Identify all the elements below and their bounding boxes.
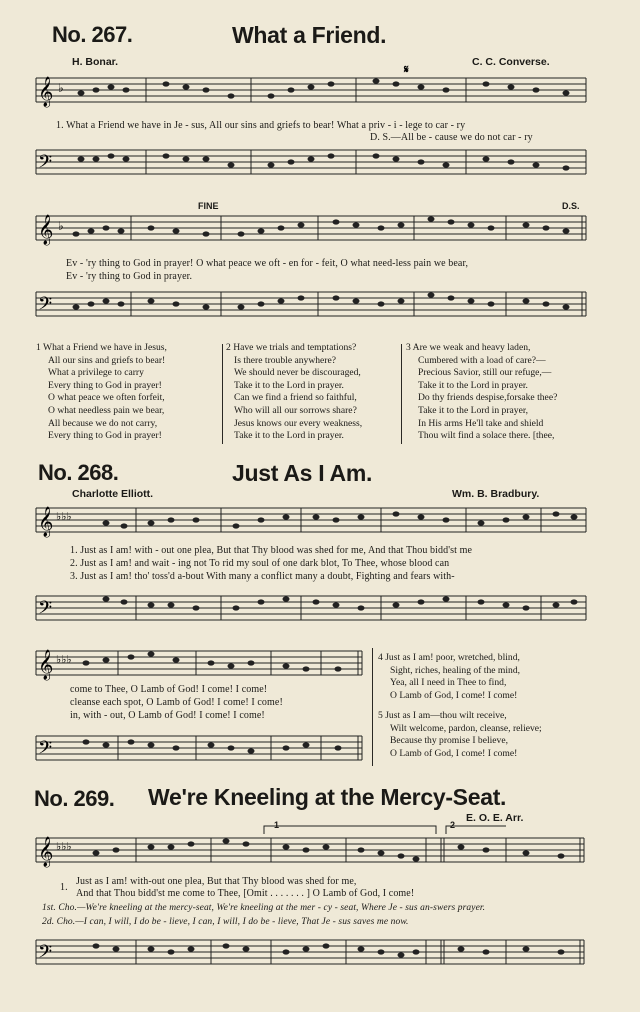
verse-line: 4 Just as I am! poor, wretched, blind, <box>378 652 520 663</box>
verse-line: Take it to the Lord in prayer, <box>418 404 529 416</box>
verse-line: Thou wilt find a solace there. [thee, <box>418 430 555 442</box>
music-staff <box>36 64 636 116</box>
verse-line: Cumbered with a load of care?— <box>418 354 546 366</box>
column-divider <box>222 344 223 444</box>
second-ending-label: 2 <box>450 820 456 830</box>
verse-line: Yea, all I need in Thee to find, <box>390 677 507 689</box>
verse-5 <box>378 710 542 760</box>
verse-line: Every thing to God in prayer! <box>48 379 162 391</box>
verse-line: O what peace we often forfeit, <box>48 392 165 404</box>
svg-text:𝄋: 𝄋 <box>404 64 409 76</box>
verse-line: 3 Are we weak and heavy laden, <box>406 342 531 353</box>
music-staff <box>36 146 636 186</box>
svg-text:♭: ♭ <box>58 81 64 95</box>
music-staff <box>36 500 636 540</box>
hymn-number: No. 268. <box>38 460 119 485</box>
svg-text:𝄞: 𝄞 <box>38 507 54 536</box>
svg-text:♭♭♭: ♭♭♭ <box>56 654 72 666</box>
verse-line: Jesus knows our every weakness, <box>234 417 363 429</box>
music-staff <box>36 208 636 252</box>
verse-line: Every thing to God in prayer! <box>48 430 162 442</box>
verse-line: 5 Just as I am—thou wilt receive, <box>378 710 507 721</box>
verse-line: What a privilege to carry <box>48 367 144 379</box>
svg-text:𝄞: 𝄞 <box>38 837 54 866</box>
chorus-line: 2d. Cho.—I can, I will, I do be - lieve, I can, I will, I do be - lieve, That Je - sus saves me now. <box>42 917 409 927</box>
hymn-number: No. 269. <box>34 786 115 811</box>
verse-1 <box>36 342 167 443</box>
lyric-line: Ev - 'ry thing to God in prayer. <box>66 271 193 282</box>
svg-text:𝄢: 𝄢 <box>38 597 53 622</box>
verse-line: Who will all our sorrows share? <box>234 404 357 416</box>
lyric-line: 1. What a Friend we have in Je - sus, All our sins and griefs to bear! What a priv - i - lege to car - ry <box>56 120 466 131</box>
verse-line: All our sins and griefs to bear! <box>48 354 166 366</box>
ds-mark: D.S. <box>562 201 580 211</box>
verse-line: O Lamb of God, I come! I come! <box>390 747 518 759</box>
music-staff <box>36 822 636 872</box>
lyric-line: cleanse each spot, O Lamb of God! I come! I come! <box>70 697 283 708</box>
verse-line: Take it to the Lord in prayer. <box>418 379 528 391</box>
hymn-title: Just As I Am. <box>232 460 373 486</box>
verse-line: Do thy friends despise,forsake thee? <box>418 392 558 404</box>
lyric-line: 1. Just as I am! with - out one plea, But that Thy blood was shed for me, And that Thou bidd'st me <box>70 545 473 556</box>
verse-line: All because we do not carry, <box>48 417 158 429</box>
verse-line: Precious Savior, still our refuge,— <box>418 367 552 379</box>
lyric-line: Ev - 'ry thing to God in prayer! O what peace we oft - en for - feit, O what need-less pain we bear, <box>66 258 469 269</box>
svg-text:♭: ♭ <box>58 219 64 233</box>
chorus-line: 1st. Cho.—We're kneeling at the mercy-seat, We're kneeling at the mer - cy - seat, Where Je - sus an-swers prayer. <box>42 903 486 913</box>
music-staff <box>36 728 376 768</box>
lyric-line: come to Thee, O Lamb of God! I come! I come! <box>70 684 268 695</box>
verse-line: 1 What a Friend we have in Jesus, <box>36 342 167 353</box>
svg-text:𝄢: 𝄢 <box>38 293 53 318</box>
composer-credit: Wm. B. Bradbury. <box>452 488 540 500</box>
arranger-credit: E. O. E. Arr. <box>466 812 524 824</box>
svg-text:𝄞: 𝄞 <box>38 77 54 107</box>
verse-line: Is there trouble anywhere? <box>234 354 337 366</box>
svg-text:♭♭♭: ♭♭♭ <box>56 841 72 853</box>
svg-text:𝄞: 𝄞 <box>38 215 54 244</box>
svg-text:𝄢: 𝄢 <box>38 941 53 966</box>
verse-line: Can we find a friend so faithful, <box>234 392 357 404</box>
column-divider <box>372 648 373 766</box>
lyric-line: Just as I am! with-out one plea, But that Thy blood was shed for me, <box>76 876 357 887</box>
lyric-line: 2. Just as I am! and wait - ing not To rid my soul of one dark blot, To Thee, whose blood can <box>70 558 450 569</box>
verse-number: 1. <box>60 882 68 893</box>
svg-text:𝄢: 𝄢 <box>38 151 53 176</box>
music-staff <box>36 643 376 683</box>
lyricist-credit: Charlotte Elliott. <box>72 488 154 500</box>
lyric-line: And that Thou bidd'st me come to Thee, [Omit . . . . . . . ] O Lamb of God, I come! <box>76 888 415 899</box>
verse-line: Wilt welcome, pardon, cleanse, relieve; <box>390 722 542 734</box>
verse-line: We should never be discouraged, <box>234 367 361 379</box>
lyric-line: D. S.—All be - cause we do not car - ry <box>370 132 533 143</box>
hymn-number: No. 267. <box>52 22 133 47</box>
verse-line: Because thy promise I believe, <box>390 735 509 747</box>
verse-line: O Lamb of God, I come! I come! <box>390 689 518 701</box>
hymn-title: We're Kneeling at the Mercy-Seat. <box>148 784 507 810</box>
verse-2 <box>226 342 362 443</box>
verse-line: In His arms He'll take and shield <box>418 417 544 429</box>
svg-text:𝄞: 𝄞 <box>38 650 54 679</box>
music-staff <box>36 586 636 626</box>
fine-mark: FINE <box>198 201 219 211</box>
column-divider <box>401 344 402 444</box>
svg-text:𝄢: 𝄢 <box>38 737 53 762</box>
verse-line: Sight, riches, healing of the mind, <box>390 664 521 676</box>
music-staff <box>36 932 636 972</box>
verse-3 <box>406 342 557 443</box>
hymn-title: What a Friend. <box>232 22 387 48</box>
verse-4 <box>378 652 520 702</box>
composer-credit: C. C. Converse. <box>472 56 550 68</box>
verse-line: Take it to the Lord in prayer. <box>234 430 344 442</box>
music-staff <box>36 286 636 326</box>
verse-line: O what needless pain we bear, <box>48 404 165 416</box>
lyric-line: 3. Just as I am! tho' toss'd a-bout With many a conflict many a doubt, Fighting and fears with- <box>70 571 455 582</box>
verse-line: Take it to the Lord in prayer. <box>234 379 344 391</box>
lyricist-credit: H. Bonar. <box>72 56 119 68</box>
svg-text:♭♭♭: ♭♭♭ <box>56 511 72 523</box>
verse-line: 2 Have we trials and temptations? <box>226 342 357 353</box>
lyric-line: in, with - out, O Lamb of God! I come! I come! <box>70 710 265 721</box>
first-ending-label: 1 <box>274 820 280 830</box>
